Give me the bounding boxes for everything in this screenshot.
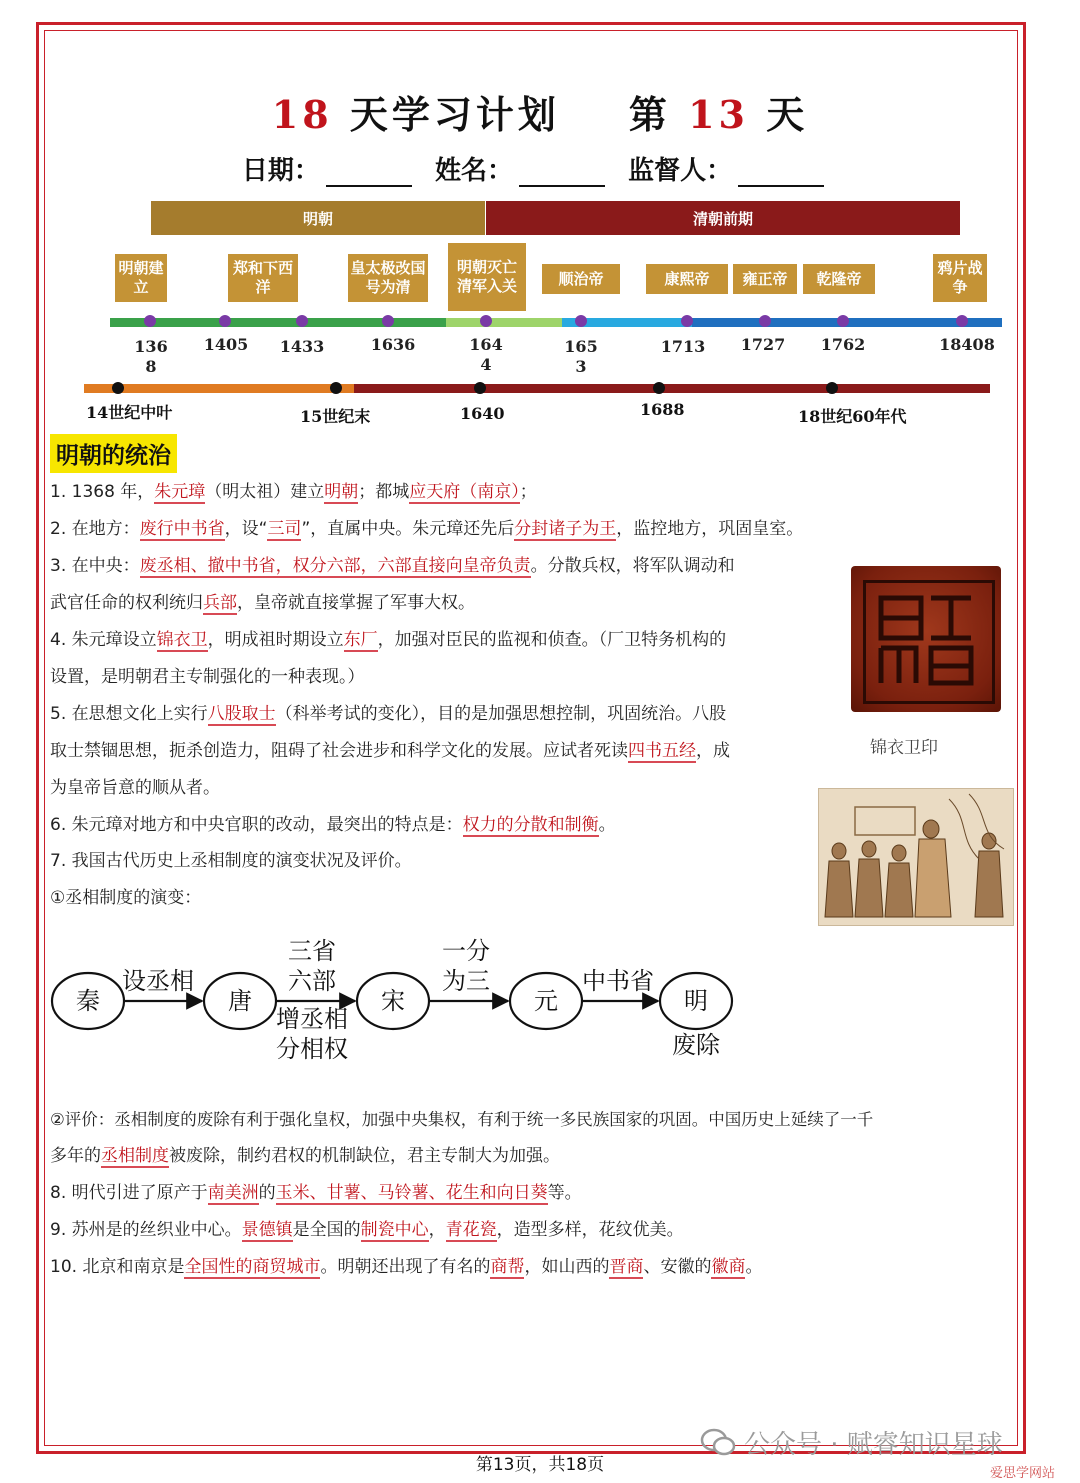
- text: 10. 北京和南京是: [50, 1257, 185, 1277]
- year-label: 164 4: [469, 335, 503, 374]
- key-term: 景德镇: [241, 1220, 293, 1240]
- text: 的: [258, 1183, 276, 1203]
- timeline-dot: [837, 315, 849, 327]
- seal-image: [851, 566, 1001, 712]
- lower-label: 14世纪中叶: [86, 403, 173, 422]
- arrow-label: 设丞相: [122, 967, 194, 995]
- text: 、安徽的: [643, 1257, 712, 1277]
- lower-timeline-orange: [84, 384, 354, 393]
- key-term: 废丞相、撤中书省，权分六部，六部直接向皇帝负责: [139, 556, 531, 576]
- key-term: 青花瓷: [445, 1220, 497, 1240]
- arrow-label: 增丞相 分相权: [276, 1005, 348, 1063]
- item-3-cont: [50, 585, 475, 622]
- lower-timeline-dot: [474, 382, 486, 394]
- node-qin: 秦: [76, 987, 100, 1015]
- text: 。: [745, 1257, 763, 1277]
- key-term: 南美洲: [207, 1183, 259, 1203]
- timeline-dot: [956, 315, 968, 327]
- text: 4. 朱元璋设立: [50, 630, 157, 650]
- text: ，监控地方，巩固皇室。: [616, 519, 804, 539]
- lower-label: 1688: [640, 400, 685, 419]
- text: 8. 明代引进了原产于: [50, 1183, 208, 1203]
- text: 取士禁锢思想，扼杀创造力，阻碍了社会进步和科学文化的发展。应试者死读: [50, 741, 628, 761]
- event-label: 明朝建立: [118, 259, 164, 296]
- text: ，设“: [224, 519, 268, 539]
- text: 被废除，制约君权的机制缺位，君主专制大为加强。: [169, 1146, 560, 1166]
- text: 9. 苏州是的丝织业中心。: [50, 1220, 242, 1240]
- page-number: 第13页，共18页: [475, 1455, 605, 1475]
- text: ，成: [696, 741, 730, 761]
- node-ming: 明: [684, 987, 708, 1015]
- item-2: [50, 511, 803, 548]
- title-number: 18: [271, 92, 333, 137]
- text: 武官任命的权利统归: [50, 593, 203, 613]
- key-term: 锦衣卫: [156, 630, 208, 650]
- timeline-dot: [219, 315, 231, 327]
- evaluation-cont: [50, 1138, 560, 1175]
- text: 等。: [547, 1183, 582, 1203]
- key-term: 晋商: [609, 1257, 644, 1277]
- text: 1. 1368 年，: [50, 482, 155, 502]
- item-5-cont: [50, 733, 730, 770]
- key-term: 权力的分散和制衡: [462, 815, 599, 835]
- timeline-dot: [480, 315, 492, 327]
- court-scene-image: [818, 788, 1014, 926]
- title-day-number: 13: [688, 92, 749, 137]
- year-label: 18408: [939, 335, 995, 354]
- supervisor-label: 监督人：: [628, 156, 733, 186]
- period-label-qing: 清朝前期: [692, 209, 753, 228]
- timeline-segment-lightgreen: [446, 318, 562, 327]
- text: ，造型多样，花纹优美。: [496, 1220, 684, 1240]
- year-label: 1636: [370, 335, 416, 354]
- event-label: 鸦片战争: [937, 259, 983, 296]
- key-term: 废行中书省: [139, 519, 225, 539]
- arrow-label: 三省 六部: [288, 937, 336, 995]
- text: 多年的: [50, 1146, 101, 1166]
- year-label: 1433: [279, 337, 325, 356]
- text: 5. 在思想文化上实行: [50, 704, 208, 724]
- text: 2. 在地方：: [50, 519, 140, 539]
- text: ，加强对臣民的监视和侦查。（厂卫特务机构的: [377, 630, 727, 650]
- section-title: 明朝的统治: [50, 434, 177, 473]
- item-1: [50, 474, 537, 511]
- timeline-segment-green: [110, 318, 446, 327]
- title-text: 天学习计划: [349, 92, 560, 137]
- lower-label: 1640: [460, 404, 505, 423]
- court-scene-illustration: [819, 789, 1013, 925]
- text: 是全国的: [292, 1220, 361, 1240]
- item-6: [50, 807, 616, 844]
- item-7-sub: ①丞相制度的演变：: [50, 888, 202, 908]
- lower-timeline-dot: [112, 382, 124, 394]
- event-label: 乾隆帝: [816, 269, 862, 288]
- key-term: 八股取士: [207, 704, 276, 724]
- key-term: 东厂: [343, 630, 378, 650]
- text: 。明朝还出现了有名的: [320, 1257, 491, 1277]
- lower-timeline-dot: [826, 382, 838, 394]
- key-term: 商帮: [490, 1257, 525, 1277]
- event-label: 顺治帝: [558, 269, 604, 288]
- timeline-dot: [759, 315, 771, 327]
- key-term: 制瓷中心: [360, 1220, 429, 1240]
- period-label-ming: 明朝: [302, 209, 333, 228]
- timeline-dot: [681, 315, 693, 327]
- item-8: [50, 1175, 582, 1212]
- event-label: 郑和下西洋: [232, 259, 293, 296]
- title-day-suffix: 天: [766, 92, 809, 137]
- arrow-label: 中书省: [582, 967, 654, 995]
- text: ；: [519, 482, 537, 502]
- key-term: 朱元璋: [154, 482, 206, 502]
- node-tang: 唐: [228, 987, 252, 1015]
- text: 3. 在中央：: [50, 556, 140, 576]
- evaluation: ②评价：丞相制度的废除有利于强化皇权，加强中央集权，有利于统一多民族国家的巩固。中国历史上延续了一千: [50, 1110, 874, 1129]
- lower-label: 15世纪末: [300, 407, 371, 426]
- lower-label: 18世纪60年代: [798, 407, 907, 426]
- site-watermark: 爱思学网站: [990, 1466, 1056, 1481]
- lower-timeline-dot: [330, 382, 342, 394]
- item-4: [50, 622, 726, 659]
- timeline-dot: [296, 315, 308, 327]
- item-7: 7. 我国古代历史上丞相制度的演变状况及评价。: [50, 851, 412, 871]
- item-4-cont: 设置，是明朝君主专制强化的一种表现。）: [50, 667, 365, 687]
- lower-timeline-red: [354, 384, 990, 393]
- event-label: 明朝灭亡清军入关: [456, 258, 517, 295]
- text: （明太祖）建立: [205, 482, 325, 502]
- key-term: 三司: [267, 519, 302, 539]
- event-label: 皇太极改国号为清: [350, 259, 426, 296]
- year-label: 165 3: [564, 337, 598, 376]
- text: ”，直属中央。朱元璋还先后: [301, 519, 515, 539]
- title-day-prefix: 第: [628, 92, 671, 137]
- key-term: 兵部: [203, 593, 237, 613]
- name-label: 姓名：: [434, 156, 513, 186]
- seal-caption: 锦衣卫印: [870, 738, 938, 758]
- item-3: [50, 548, 735, 585]
- year-label: 1727: [740, 335, 786, 354]
- year-label: 1762: [820, 335, 866, 354]
- year-label: 136 8: [134, 337, 168, 376]
- node-song: 宋: [381, 987, 405, 1015]
- event-label: 康熙帝: [664, 269, 710, 288]
- text: 。分散兵权，将军队调动和: [530, 556, 735, 576]
- event-label: 雍正帝: [742, 269, 788, 288]
- node-yuan: 元: [534, 987, 558, 1015]
- seal-glyph-icon: [871, 588, 981, 690]
- watermark-text: 公众号 · 赋睿知识星球: [744, 1430, 1003, 1460]
- key-term: 四书五经: [628, 741, 696, 761]
- text: ，明成祖时期设立: [207, 630, 344, 650]
- node-ming-note: 废除: [672, 1031, 720, 1059]
- text: ；都城: [358, 482, 410, 502]
- text: 。: [598, 815, 616, 835]
- arrow-label: 一分 为三: [442, 937, 490, 995]
- text: （科举考试的变化），目的是加强思想控制，巩固统治。八股: [275, 704, 727, 724]
- key-term: 全国性的商贸城市: [184, 1257, 321, 1277]
- text: ，如山西的: [524, 1257, 610, 1277]
- key-term: 明朝: [324, 482, 359, 502]
- year-label: 1713: [660, 337, 706, 356]
- text: ，皇帝就直接掌握了军事大权。: [237, 593, 475, 613]
- key-term: 徽商: [711, 1257, 746, 1277]
- date-label: 日期：: [241, 156, 320, 186]
- key-term: 丞相制度: [101, 1146, 169, 1166]
- timeline-dot: [382, 315, 394, 327]
- text: ，: [428, 1220, 446, 1240]
- timeline-dot: [575, 315, 587, 327]
- item-5-cont2: 为皇帝旨意的顺从者。: [50, 778, 220, 798]
- year-label: 1405: [203, 335, 249, 354]
- key-term: 应天府（南京）: [409, 482, 520, 502]
- key-term: 玉米、甘薯、马铃薯、花生和向日葵: [275, 1183, 548, 1203]
- item-10: [50, 1249, 762, 1286]
- item-5: [50, 696, 726, 733]
- item-9: [50, 1212, 684, 1249]
- text: 6. 朱元璋对地方和中央官职的改动，最突出的特点是：: [50, 815, 463, 835]
- timeline-dot: [144, 315, 156, 327]
- lower-timeline-dot: [653, 382, 665, 394]
- key-term: 分封诸子为王: [514, 519, 617, 539]
